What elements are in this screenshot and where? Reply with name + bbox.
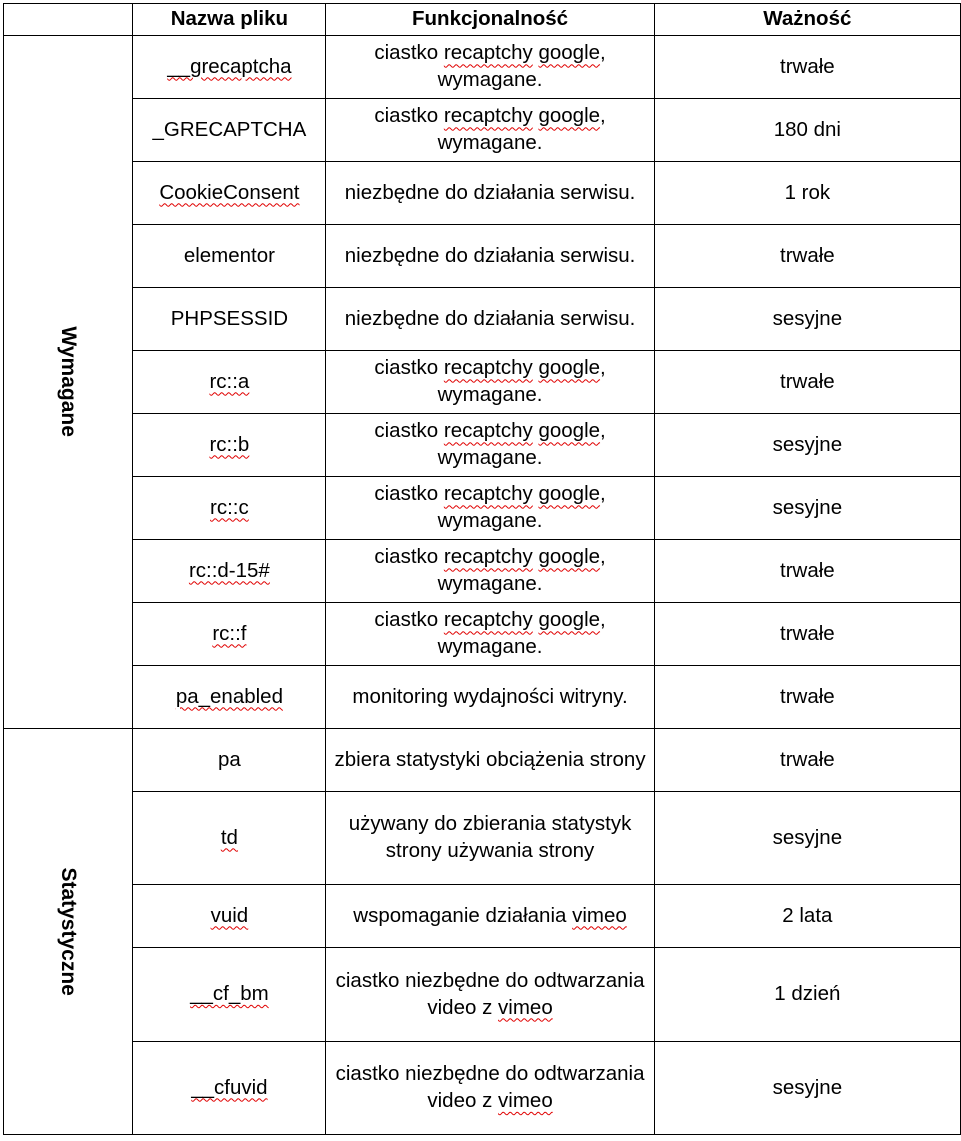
cookie-function: ciastko recaptchy google, wymagane. — [374, 608, 606, 658]
cookie-function: ciastko recaptchy google, wymagane. — [374, 482, 606, 532]
cookie-table — [3, 3, 961, 1135]
cookie-name-cell — [133, 792, 326, 885]
cookie-validity-cell — [654, 729, 960, 792]
cookie-validity-cell — [654, 36, 960, 99]
cookie-name: __grecaptcha — [167, 54, 292, 78]
cookie-function: ciastko recaptchy google, wymagane. — [374, 545, 606, 595]
cookie-name-cell — [133, 885, 326, 948]
table-row — [4, 1042, 961, 1135]
table-row — [4, 36, 961, 99]
cookie-name: pa — [217, 747, 241, 771]
cookie-validity-cell — [654, 540, 960, 603]
cookie-validity: trwałe — [780, 369, 835, 393]
cookie-validity: trwałe — [780, 621, 835, 645]
cookie-name: td — [220, 825, 238, 849]
cookie-function: ciastko niezbędne do odtwarzania video z vimeo — [335, 968, 645, 1019]
cookie-name: rc::a — [209, 369, 250, 393]
table-row — [4, 948, 961, 1042]
table-row — [4, 162, 961, 225]
cookie-validity-cell — [654, 288, 960, 351]
cookie-validity-cell — [654, 162, 960, 225]
table-row — [4, 666, 961, 729]
cookie-validity: sesyjne — [772, 1075, 843, 1099]
cookie-validity-cell — [654, 885, 960, 948]
cookie-name: __cf_bm — [190, 982, 269, 1006]
cookie-validity-cell — [654, 99, 960, 162]
group-label: Wymagane — [56, 326, 80, 438]
table-row — [4, 225, 961, 288]
cookie-function-cell — [326, 540, 654, 603]
cookie-validity: sesyjne — [772, 432, 843, 456]
table-row — [4, 99, 961, 162]
cookie-validity-cell — [654, 948, 960, 1042]
group-label-cell — [4, 729, 133, 1135]
cookie-validity-cell — [654, 477, 960, 540]
table-row — [4, 603, 961, 666]
cookie-validity-cell — [654, 1042, 960, 1135]
cookie-name-cell — [133, 540, 326, 603]
table-body — [4, 36, 961, 1135]
cookie-validity: trwałe — [780, 684, 835, 708]
header-function: Funkcjonalność — [326, 4, 654, 36]
cookie-function: zbiera statystyki obciążenia strony — [334, 747, 646, 771]
table-row — [4, 540, 961, 603]
cookie-function: używany do zbierania statystyk strony używania strony — [348, 812, 632, 862]
cookie-function: niezbędne do działania serwisu. — [344, 243, 636, 267]
cookie-name-cell — [133, 477, 326, 540]
cookie-function: niezbędne do działania serwisu. — [344, 306, 636, 330]
cookie-name-cell — [133, 1042, 326, 1135]
cookie-name-cell — [133, 99, 326, 162]
cookie-name-cell — [133, 36, 326, 99]
cookie-function-cell — [326, 1042, 654, 1135]
cookie-validity-cell — [654, 603, 960, 666]
cookie-validity: trwałe — [780, 243, 835, 267]
cookie-validity: trwałe — [780, 558, 835, 582]
cookie-function: niezbędne do działania serwisu. — [344, 180, 636, 204]
cookie-validity: sesyjne — [772, 306, 843, 330]
cookie-function-cell — [326, 351, 654, 414]
cookie-name-cell — [133, 666, 326, 729]
table-row — [4, 351, 961, 414]
cookie-name-cell — [133, 351, 326, 414]
cookie-name-cell — [133, 225, 326, 288]
cookie-function: wspomaganie działania vimeo — [353, 903, 627, 927]
cookie-validity: sesyjne — [772, 495, 843, 519]
cookie-function-cell — [326, 666, 654, 729]
cookie-validity: 1 dzień — [774, 982, 841, 1006]
cookie-validity-cell — [654, 414, 960, 477]
cookie-name: rc::d-15# — [188, 558, 270, 582]
cookie-validity: 180 dni — [773, 117, 841, 141]
cookie-function-cell — [326, 885, 654, 948]
cookie-validity-cell — [654, 351, 960, 414]
cookie-name: _GRECAPTCHA — [152, 117, 307, 141]
cookie-name: rc::c — [210, 495, 249, 519]
cookie-name: PHPSESSID — [170, 306, 289, 330]
cookie-validity: 1 rok — [784, 180, 831, 204]
table-row — [4, 792, 961, 885]
cookie-validity: sesyjne — [772, 825, 843, 849]
cookie-function-cell — [326, 162, 654, 225]
cookie-function-cell — [326, 477, 654, 540]
cookie-name: vuid — [210, 903, 249, 927]
cookie-function: ciastko recaptchy google, wymagane. — [374, 104, 606, 154]
group-label: Statystyczne — [56, 867, 80, 996]
cookie-validity-cell — [654, 666, 960, 729]
cookie-function: ciastko recaptchy google, wymagane. — [374, 41, 606, 91]
cookie-validity: trwałe — [780, 54, 835, 78]
cookie-name-cell — [133, 162, 326, 225]
cookie-name: pa_enabled — [175, 684, 283, 708]
cookie-name-cell — [133, 414, 326, 477]
cookie-function: ciastko niezbędne do odtwarzania video z vimeo — [335, 1062, 645, 1112]
cookie-validity: 2 lata — [782, 903, 833, 927]
header-name: Nazwa pliku — [133, 4, 326, 36]
cookie-function-cell — [326, 948, 654, 1042]
cookie-name: CookieConsent — [159, 180, 300, 204]
cookie-function: ciastko recaptchy google, wymagane. — [374, 419, 606, 469]
cookie-function-cell — [326, 99, 654, 162]
cookie-function-cell — [326, 729, 654, 792]
table-row — [4, 288, 961, 351]
cookie-name: rc::f — [212, 621, 247, 645]
cookie-name-cell — [133, 948, 326, 1042]
cookie-name-cell — [133, 729, 326, 792]
cookie-function-cell — [326, 603, 654, 666]
cookie-name: elementor — [183, 243, 275, 267]
cookie-validity: trwałe — [780, 747, 835, 771]
header-group-cell — [4, 4, 133, 36]
cookie-name-cell — [133, 288, 326, 351]
cookie-function: ciastko recaptchy google, wymagane. — [374, 356, 606, 406]
cookie-validity-cell — [654, 792, 960, 885]
cookie-function-cell — [326, 414, 654, 477]
cookie-name-cell — [133, 603, 326, 666]
cookie-validity-cell — [654, 225, 960, 288]
header-validity: Ważność — [654, 4, 960, 36]
header-row — [4, 4, 961, 36]
cookie-function-cell — [326, 36, 654, 99]
table-row — [4, 885, 961, 948]
table-row — [4, 729, 961, 792]
cookie-function-cell — [326, 288, 654, 351]
cookie-document — [3, 3, 961, 1135]
cookie-function-cell — [326, 225, 654, 288]
cookie-name: __cfuvid — [191, 1075, 268, 1099]
group-label-cell — [4, 36, 133, 729]
cookie-name: rc::b — [209, 432, 250, 456]
cookie-function-cell — [326, 792, 654, 885]
table-row — [4, 477, 961, 540]
cookie-function: monitoring wydajności witryny. — [352, 684, 628, 708]
table-row — [4, 414, 961, 477]
